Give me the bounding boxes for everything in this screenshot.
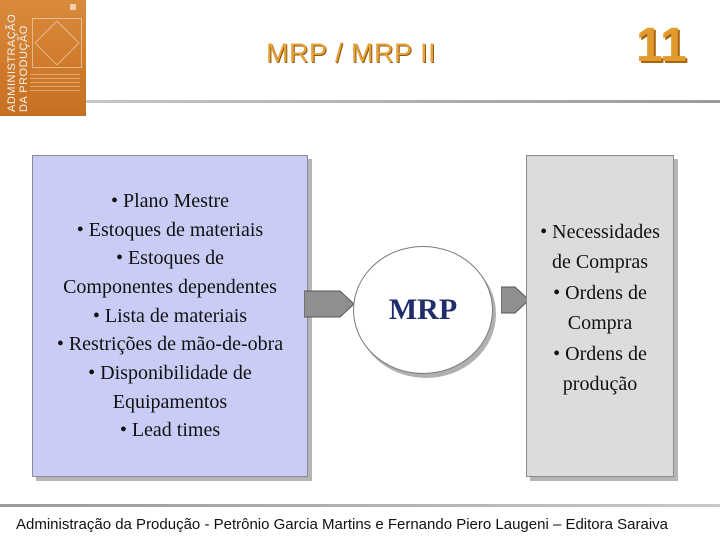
header-divider [86, 100, 720, 103]
cover-corner-mark [70, 4, 76, 10]
footer-divider [0, 504, 720, 507]
input-item: • Plano Mestre [110, 189, 230, 212]
cover-line-1: ADMINISTRAÇÃO [6, 13, 18, 112]
output-item: • Necessidades [540, 220, 660, 243]
input-item: Equipamentos [112, 390, 228, 413]
input-item: • Estoques de [115, 247, 225, 270]
output-item: de Compras [551, 251, 649, 273]
cover-line-2: DA PRODUÇÃO [18, 25, 30, 112]
book-cover-image [0, 0, 86, 116]
cover-art [32, 18, 82, 68]
inputs-box [32, 155, 308, 477]
output-item: • Ordens de [553, 342, 647, 365]
input-item: • Restrições de mão-de-obra [56, 333, 284, 356]
input-item: • Lead times [119, 419, 221, 442]
output-item: produção [562, 373, 638, 395]
chapter-number: 11 [636, 19, 687, 72]
cover-decoration [30, 74, 80, 94]
input-item: Componentes dependentes [63, 275, 277, 298]
output-item: • Ordens de [553, 281, 647, 304]
slide-title: MRP / MRP II [266, 38, 437, 68]
input-item: • Disponibilidade de [88, 362, 252, 385]
mrp-process-node [353, 246, 493, 374]
arrow-right-icon [304, 289, 356, 319]
input-item: • Estoques de materiais [76, 218, 264, 241]
footer-credit: Administração da Produção - Petrônio Garcia Martins e Fernando Piero Laugeni – Editora Saraiva [16, 516, 669, 533]
inputs-list [57, 187, 283, 445]
mrp-label: MRP [388, 293, 458, 326]
outputs-box [526, 155, 674, 477]
input-item: • Lista de materiais [92, 304, 248, 327]
output-item: Compra [567, 312, 633, 334]
outputs-list [540, 217, 660, 400]
